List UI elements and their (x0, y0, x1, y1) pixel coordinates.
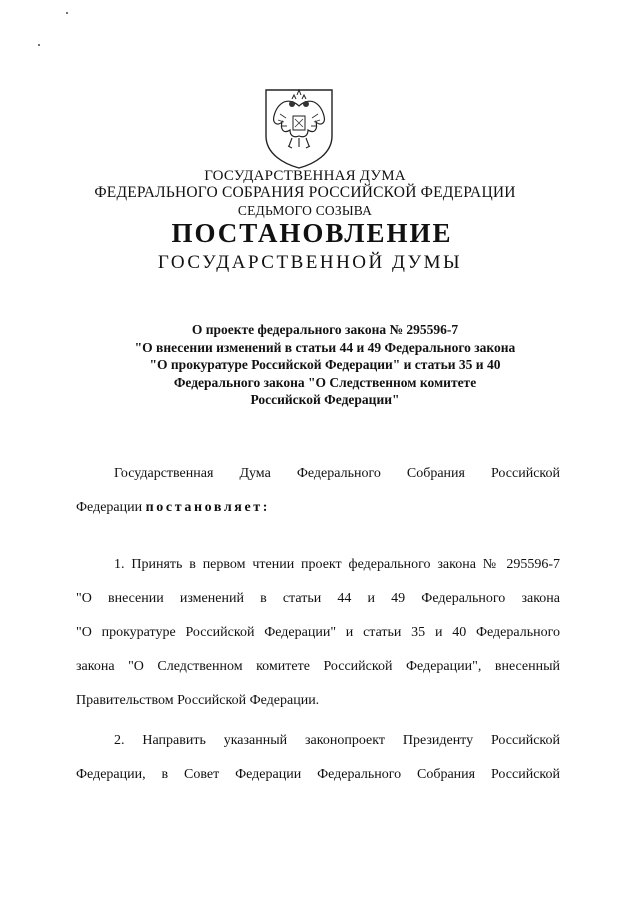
header-line-federal-assembly: ФЕДЕРАЛЬНОГО СОБРАНИЯ РОССИЙСКОЙ ФЕДЕРАЦИИ (94, 184, 516, 201)
bill-title-line: Российской Федерации" (250, 392, 400, 407)
preamble-text: Федерации (76, 500, 146, 515)
scan-speck (66, 12, 68, 14)
document-subtitle: ГОСУДАРСТВЕННОЙ ДУМЫ (157, 252, 463, 273)
header-line-convocation: СЕДЬМОГО СОЗЫВА (237, 203, 373, 218)
item-1-line: "О прокуратуре Российской Федерации" и статьи 35 и 40 Федерального (76, 625, 560, 640)
bill-title-line: "О внесении изменений в статьи 44 и 49 Федерального закона (134, 339, 516, 355)
header-line-duma: ГОСУДАРСТВЕННАЯ ДУМА (204, 168, 406, 184)
bill-title-line: Федерального закона "О Следственном комитете (173, 374, 477, 390)
preamble-line: Государственная Дума Федерального Собрания Российской (114, 466, 560, 481)
coat-of-arms-emblem (262, 86, 336, 170)
document-title: ПОСТАНОВЛЕНИЕ (171, 218, 453, 248)
scan-speck (38, 44, 40, 46)
item-1-line: закона "О Следственном комитете Российской Федерации", внесенный (76, 659, 560, 674)
bill-title (90, 321, 560, 409)
decree-word: постановляет: (145, 500, 271, 515)
item-1-line: 1. Принять в первом чтении проект федерального закона № 295596-7 (114, 557, 560, 572)
item-2-line: Федерации, в Совет Федерации Федерального Собрания Российской (76, 767, 560, 782)
item-1-line: "О внесении изменений в статьи 44 и 49 Федерального закона (76, 591, 560, 606)
item-2-line: 2. Направить указанный законопроект Президенту Российской (114, 733, 560, 748)
bill-title-line: О проекте федерального закона № 295596-7 (191, 322, 459, 337)
bill-title-line: "О прокуратуре Российской Федерации" и статьи 35 и 40 (149, 357, 501, 372)
preamble-decree-line (76, 491, 560, 525)
item-1-line: Правительством Российской Федерации. (76, 693, 320, 708)
